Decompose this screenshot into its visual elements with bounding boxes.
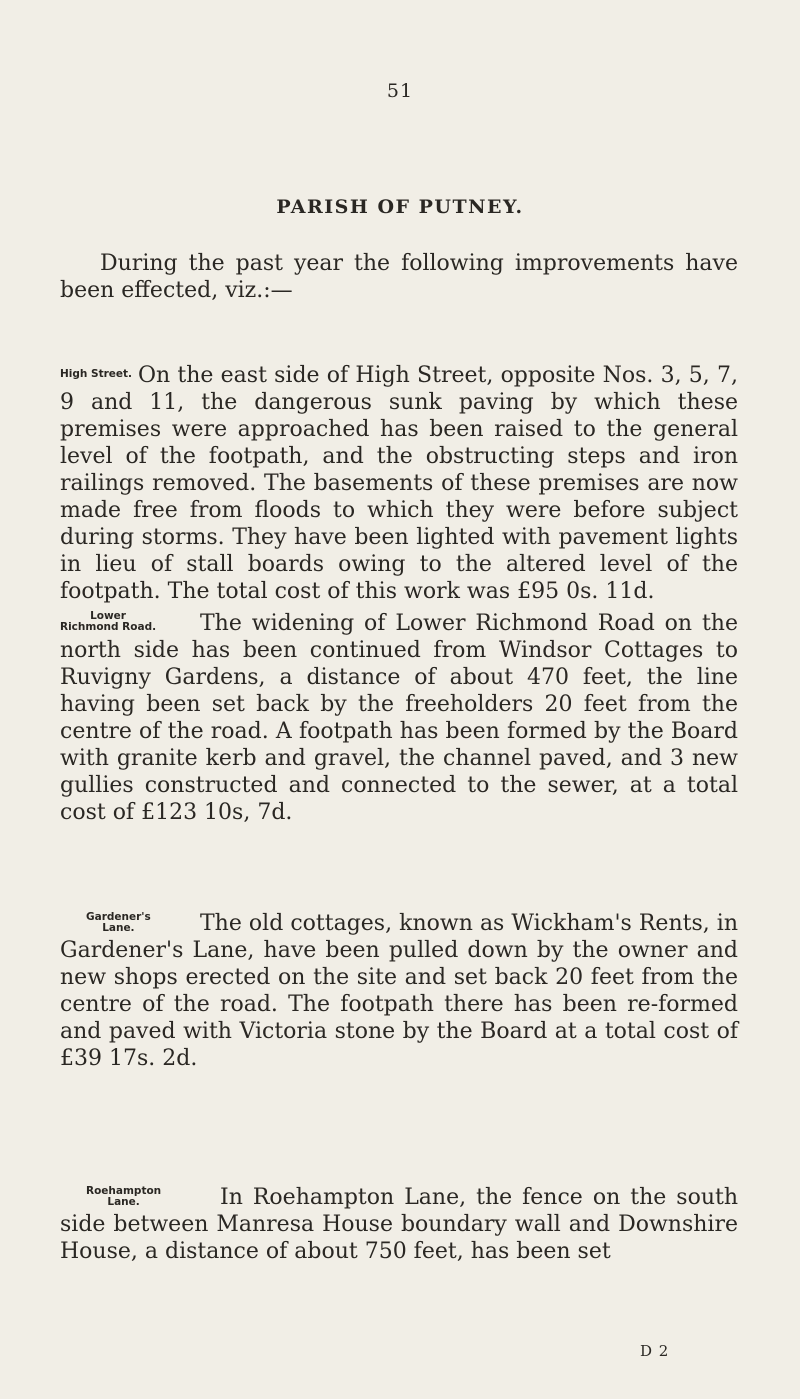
sidenote-line: Lane. [107, 1196, 140, 1208]
section-text: In Roehampton Lane, the fence on the south side between Manresa House boundary wall and Downshire House, a distance of about 750 feet, has been set [60, 1185, 738, 1264]
section-text: The old cottages, known as Wickham's Rents, in Gardener's Lane, have been pulled down by the owner and new shops erected on the site and set back 20 feet from the centre of the road. The footpath there has been re-formed and paved with Victoria stone by the Board at a total cost of £39 17s. 2d. [60, 911, 738, 1071]
sidenote-line: High Street. [60, 368, 133, 380]
sidenote-line: Roehampton [86, 1185, 162, 1197]
signature-mark: D 2 [640, 1342, 670, 1360]
section-text: On the east side of High Street, opposite Nos. 3, 5, 7, 9 and 11, the dangerous sunk paving by which these premises were approached has been raised to the general level of the footpath, and the obstructing steps and iron railings removed. The basements of these premises are now made free from floods to which they were before subject during storms. They have been lighted with pavement lights in lieu of stall boards owing to the altered level of the footpath. The total cost of this work was £95 0s. 11d. [60, 363, 738, 604]
sidenote-line: Richmond Road. [60, 621, 157, 633]
sidenote-line: Lane. [102, 922, 135, 934]
page-number: 51 [386, 80, 414, 102]
sidenote-line: Gardener's [86, 911, 151, 923]
page-title: PARISH OF PUTNEY. [276, 196, 524, 218]
section-gardeners-lane [60, 910, 738, 1072]
section-roehampton-lane [60, 1184, 738, 1265]
section-text: The widening of Lower Richmond Road on the north side has been continued from Windsor Cottages to Ruvigny Gardens, a distance of about 470 feet, the line having been set back by the freeholders 20 feet from the centre of the road. A footpath has been formed by the Board with granite kerb and gravel, the channel paved, and 3 new gullies constructed and connected to the sewer, at a total cost of £123 10s, 7d. [60, 611, 738, 825]
intro-paragraph: During the past year the following improvements have been effected, viz.:— [60, 251, 738, 303]
section-lower-richmond-road [60, 610, 738, 826]
section-high-street [60, 362, 738, 605]
sidenote-line: Lower [90, 610, 126, 622]
